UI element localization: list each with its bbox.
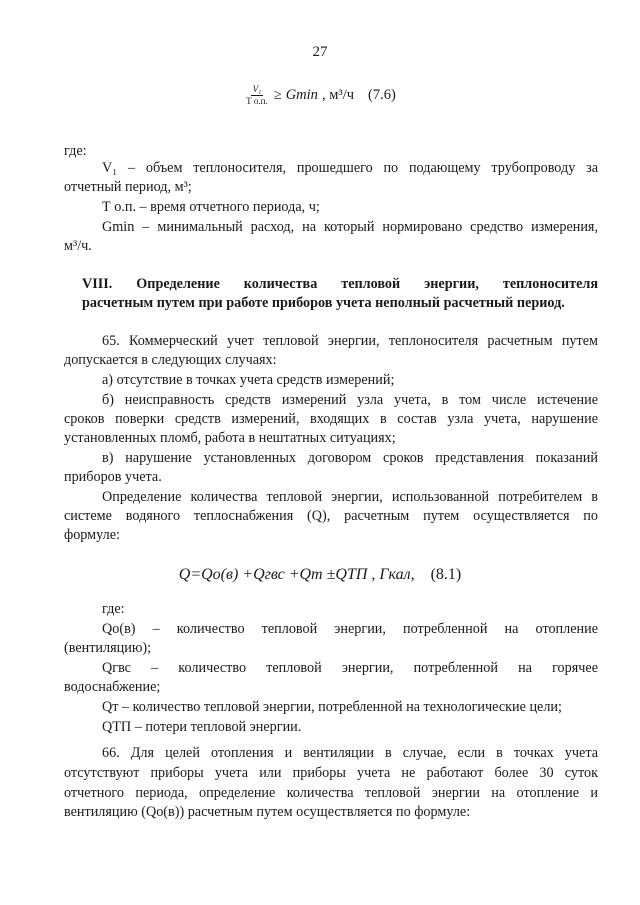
paragraph-66-line2: отсутствуют приборы учета или приборы учета не работают более 30 суток bbox=[64, 765, 598, 781]
definition-gmin-line2: м³/ч. bbox=[64, 238, 92, 254]
definition-v1-line2: отчетный период, м³; bbox=[64, 179, 192, 195]
fraction-numerator: V₁ bbox=[252, 84, 262, 94]
where-label-2: где: bbox=[102, 601, 125, 617]
definition-qt: Qт – количество тепловой энергии, потребленной на технологические цели; bbox=[102, 699, 562, 715]
definition-qo-line2: (вентиляцию); bbox=[64, 640, 152, 656]
definition-qtp: QТП – потери тепловой энергии. bbox=[102, 719, 302, 735]
where-label: где: bbox=[64, 143, 87, 159]
list-item-c-line1: в) нарушение установленных договором сроков представления показаний bbox=[102, 450, 598, 466]
list-item-c-line2: приборов учета. bbox=[64, 469, 162, 485]
relation-sign: ≥ bbox=[273, 87, 282, 103]
formula-unit: , м³/ч bbox=[321, 87, 355, 103]
fraction bbox=[244, 84, 270, 107]
paragraph-65-line2: допускается в следующих случаях: bbox=[64, 352, 277, 368]
paragraph-q-line1: Определение количества тепловой энергии, использованной потребителем в bbox=[102, 489, 598, 505]
formula-8-1 bbox=[0, 566, 640, 584]
paragraph-66-line3: отчетного периода, определение количества тепловой энергии на отопление и bbox=[64, 785, 598, 801]
paragraph-q-line3: формуле: bbox=[64, 527, 120, 543]
list-item-b-line1: б) неисправность средств измерений узла учета, в том числе истечение bbox=[102, 392, 598, 408]
list-item-b-line3: установленных пломб, работа в нештатных ситуациях; bbox=[64, 430, 396, 446]
paragraph-q-line2: системе водяного теплоснабжения (Q), расчетным путем осуществляется по bbox=[64, 508, 598, 524]
gmin-symbol: Gmin bbox=[285, 87, 318, 103]
definition-top: Т о.п. – время отчетного периода, ч; bbox=[102, 199, 320, 215]
section-heading-line2: расчетным путем при работе приборов учета неполный расчетный период. bbox=[82, 295, 565, 311]
definition-gmin-line1: Gmin – минимальный расход, на который нормировано средство измерения, bbox=[102, 219, 598, 235]
fraction-denominator: Т о.п. bbox=[246, 96, 268, 106]
section-heading-line1: VIII. Определение количества тепловой энергии, теплоносителя bbox=[82, 276, 598, 292]
paragraph-66-line1: 66. Для целей отопления и вентиляции в случае, если в точках учета bbox=[102, 745, 598, 761]
paragraph-65-line1: 65. Коммерческий учет тепловой энергии, теплоносителя расчетным путем bbox=[102, 333, 598, 349]
paragraph-66-line4: вентиляцию (Qо(в)) расчетным путем осуществляется по формуле: bbox=[64, 804, 471, 820]
definition-qgvs-line2: водоснабжение; bbox=[64, 679, 161, 695]
page-number: 27 bbox=[312, 44, 328, 60]
formula-8-1-label: (8.1) bbox=[430, 566, 462, 583]
list-item-a: а) отсутствие в точках учета средств измерений; bbox=[102, 372, 395, 388]
definition-qgvs-line1: Qгвс – количество тепловой энергии, потребленной на горячее bbox=[102, 660, 598, 676]
definition-v1-line1: V₁ – объем теплоносителя, прошедшего по подающему трубопроводу за bbox=[102, 160, 598, 176]
formula-7-6 bbox=[0, 84, 640, 107]
formula-label: (7.6) bbox=[368, 87, 396, 103]
list-item-b-line2: сроков поверки средств измерений, входящих в состав узла учета, нарушение bbox=[64, 411, 598, 427]
definition-qo-line1: Qо(в) – количество тепловой энергии, потребленной на отопление bbox=[102, 621, 598, 637]
formula-8-1-expression: Q=Qо(в) +Qгвс +Qт ±QТП , Гкал, bbox=[178, 566, 415, 583]
